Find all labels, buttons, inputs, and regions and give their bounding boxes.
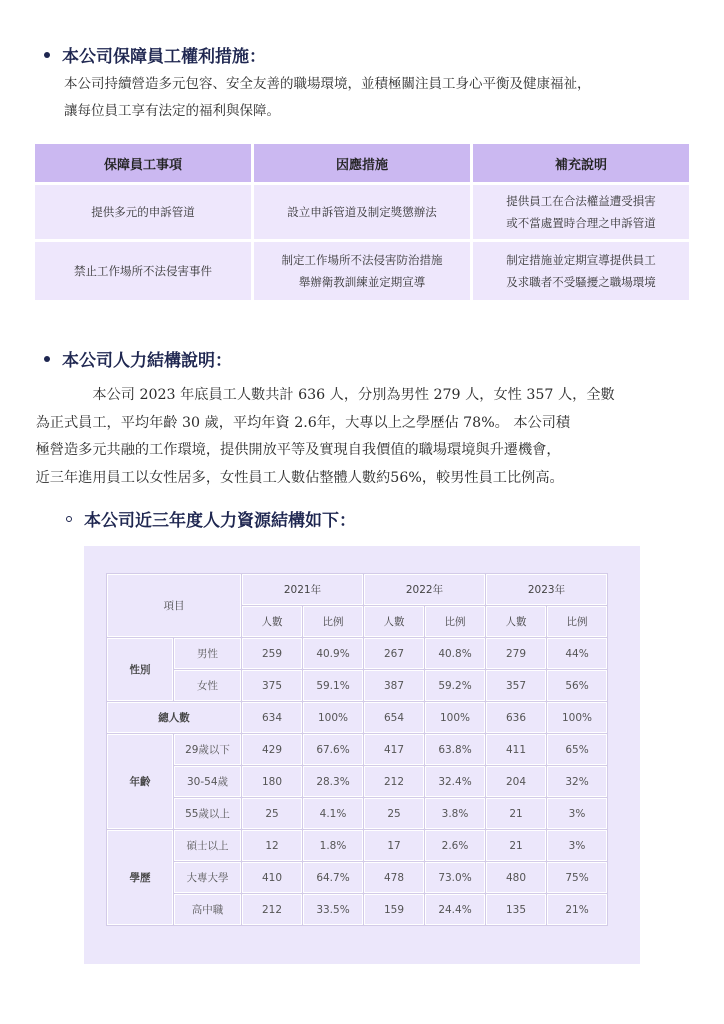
table-cell: 259 [242,638,303,670]
year-header: 2022年 [364,574,486,606]
table-row [107,798,608,830]
table-cell: 32% [547,766,608,798]
item-header: 項目 [107,574,242,638]
table-cell: 59.1% [303,670,364,702]
hr-structure-table [106,573,608,926]
section-heading-workforce [44,346,232,371]
table-cell: 25 [364,798,425,830]
row-label: 高中職 [174,894,242,926]
column-header: 補充說明 [473,144,689,182]
table-cell: 40.9% [303,638,364,670]
cell-line: 制定措施並定期宣導提供員工 [506,253,656,267]
row-label: 55歲以上 [174,798,242,830]
table-row [107,702,608,734]
table-cell: 411 [486,734,547,766]
table-cell: 提供多元的申訴管道 [35,185,251,239]
table-cell: 634 [242,702,303,734]
table-cell [254,185,470,239]
row-label: 30-54歲 [174,766,242,798]
table-cell: 17 [364,830,425,862]
table-cell [473,242,689,300]
intro-line: 本公司持續營造多元包容、安全友善的職場環境，並積極關注員工身心平衡及健康福祉， [64,76,591,92]
table-row [35,185,689,239]
table-cell: 75% [547,862,608,894]
ratio-header: 比例 [547,606,608,638]
employee-rights-table [32,141,692,303]
table-row [107,862,608,894]
table-cell: 375 [242,670,303,702]
table-cell: 44% [547,638,608,670]
bullet-icon [44,356,50,362]
table-cell: 654 [364,702,425,734]
table-cell: 100% [425,702,486,734]
table-cell: 56% [547,670,608,702]
section-heading-employee-rights [44,42,266,67]
table-cell: 禁止工作場所不法侵害事件 [35,242,251,300]
table-cell: 410 [242,862,303,894]
table-cell: 21% [547,894,608,926]
paragraph-line: 本公司 2023 年底員工人數共計 636 人，分別為男性 279 人，女性 357 人，全數 [92,387,615,403]
table-cell: 100% [303,702,364,734]
column-header: 因應措施 [254,144,470,182]
table-header-row [35,144,689,182]
heading-text: 本公司人力結構說明： [62,351,232,371]
table-cell: 21 [486,798,547,830]
row-label: 男性 [174,638,242,670]
table-cell: 59.2% [425,670,486,702]
table-cell: 212 [364,766,425,798]
table-cell: 67.6% [303,734,364,766]
table-cell: 135 [486,894,547,926]
table-cell: 100% [547,702,608,734]
table-row [107,638,608,670]
cell-line: 及求職者不受騷擾之職場環境 [506,275,656,289]
group-label-age: 年齡 [107,734,174,830]
row-label: 大專大學 [174,862,242,894]
table-cell: 21 [486,830,547,862]
table-cell: 180 [242,766,303,798]
section-heading-hr-structure [66,506,356,531]
group-label-gender: 性別 [107,638,174,702]
group-label-education: 學歷 [107,830,174,926]
table-cell: 636 [486,702,547,734]
total-label: 總人數 [107,702,242,734]
ratio-header: 比例 [425,606,486,638]
table-cell: 3.8% [425,798,486,830]
table-cell: 2.6% [425,830,486,862]
table-cell: 4.1% [303,798,364,830]
count-header: 人數 [486,606,547,638]
table-row [107,766,608,798]
table-cell: 73.0% [425,862,486,894]
intro-line: 讓每位員工享有法定的福利與保障。 [64,103,280,119]
table-cell: 429 [242,734,303,766]
table-cell: 65% [547,734,608,766]
table-cell: 1.8% [303,830,364,862]
table-cell: 387 [364,670,425,702]
table-row [107,734,608,766]
column-header: 保障員工事項 [35,144,251,182]
paragraph-line: 為正式員工，平均年齡 30 歲，平均年資 2.6年，大專以上之學歷佔 78%。 本公司積 [35,414,571,431]
table-cell [254,242,470,300]
table-cell: 212 [242,894,303,926]
bullet-icon [44,52,50,58]
table-cell: 25 [242,798,303,830]
table-cell [473,185,689,239]
table-cell: 33.5% [303,894,364,926]
year-header: 2023年 [486,574,608,606]
cell-line: 設立申訴管道及制定獎懲辦法 [287,205,437,219]
table-cell: 417 [364,734,425,766]
row-label: 29歲以下 [174,734,242,766]
table-cell: 63.8% [425,734,486,766]
table-cell: 3% [547,798,608,830]
cell-line: 或不當處置時合理之申訴管道 [506,216,656,230]
cell-line: 舉辦衛教訓練並定期宣導 [298,275,426,289]
table-cell: 64.7% [303,862,364,894]
year-header: 2021年 [242,574,364,606]
table-cell: 204 [486,766,547,798]
table-cell: 478 [364,862,425,894]
table-header-row [107,574,608,606]
count-header: 人數 [242,606,303,638]
heading-text: 本公司近三年度人力資源結構如下： [84,511,356,531]
table-cell: 159 [364,894,425,926]
cell-line: 提供員工在合法權益遭受損害 [506,194,656,208]
table-row [107,670,608,702]
paragraph-line: 極營造多元共融的工作環境，提供開放平等及實現自我價值的職場環境與升遷機會， [35,442,561,458]
ratio-header: 比例 [303,606,364,638]
table-row [107,830,608,862]
paragraph-line: 近三年進用員工以女性居多，女性員工人數佔整體人數約56%，較男性員工比例高。 [35,469,564,486]
table-cell: 480 [486,862,547,894]
row-label: 碩士以上 [174,830,242,862]
cell-line: 制定工作場所不法侵害防治措施 [281,253,443,267]
intro-paragraph [64,71,686,125]
hollow-bullet-icon [66,516,72,522]
table-cell: 28.3% [303,766,364,798]
table-cell: 32.4% [425,766,486,798]
table-cell: 279 [486,638,547,670]
table-cell: 40.8% [425,638,486,670]
table-cell: 24.4% [425,894,486,926]
row-label: 女性 [174,670,242,702]
workforce-paragraph [35,382,688,492]
table-row [107,894,608,926]
table-row [35,242,689,300]
table-cell: 357 [486,670,547,702]
table-cell: 267 [364,638,425,670]
table-cell: 3% [547,830,608,862]
table-cell: 12 [242,830,303,862]
heading-text: 本公司保障員工權利措施： [62,47,266,67]
count-header: 人數 [364,606,425,638]
